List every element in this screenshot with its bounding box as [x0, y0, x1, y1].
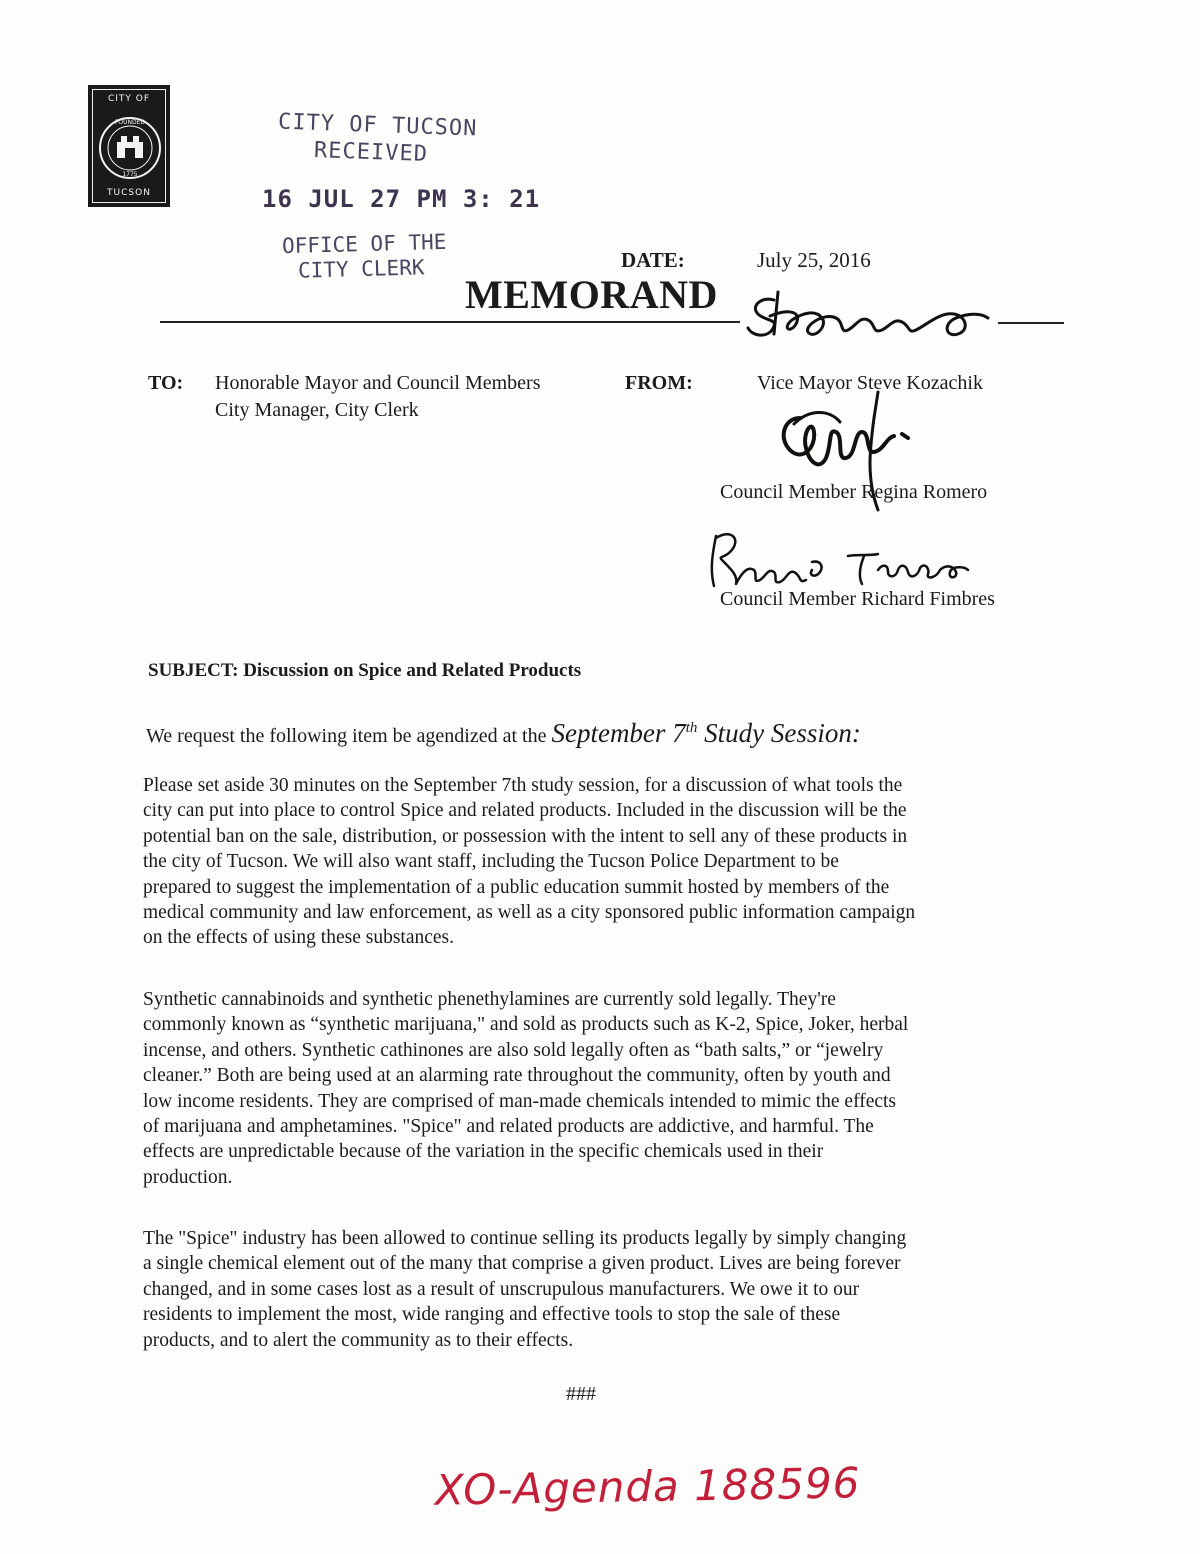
signature-kozachik — [744, 282, 994, 344]
city-seal — [88, 85, 170, 207]
seal-emblem-icon — [97, 108, 163, 188]
from-signer-romero: Council Member Regina Romero — [720, 481, 988, 503]
handwritten-agenda-note: XO-Agenda 188596 — [434, 1458, 861, 1515]
received-stamp-office: OFFICE OF THE — [281, 229, 447, 259]
paragraph-line: effects are unpredictable because of the variation in the specific chemicals used in their — [143, 1141, 824, 1163]
received-stamp-clerk: CITY CLERK — [297, 255, 425, 283]
to-recipient-1: Honorable Mayor and Council Members — [215, 372, 541, 394]
paragraph-line: prepared to suggest the implementation of a public education summit hosted by members of the — [143, 876, 890, 898]
paragraph-line: Please set aside 30 minutes on the September 7th study session, for a discussion of what tools the — [143, 775, 903, 796]
paragraph-line: low income residents. They are comprised of man-made chemicals intended to mimic the effects — [143, 1090, 897, 1112]
paragraph-line: commonly known as “synthetic marijuana," and sold as products such as K-2, Spice, Joker, herbal — [143, 1014, 909, 1036]
signature-fimbres — [702, 526, 972, 592]
request-prefix: We request the following item be agendized at the — [146, 725, 552, 747]
paragraph-line: incense, and others. Synthetic cathinones are also sold legally often as “bath salts,” or “jewelry — [143, 1039, 884, 1061]
date-label: DATE: — [621, 248, 685, 272]
request-line — [146, 718, 861, 749]
memo-title: MEMORAND — [465, 272, 718, 317]
svg-text:1775: 1775 — [122, 171, 138, 178]
received-stamp-city: CITY OF TUCSON — [277, 109, 478, 142]
paragraph-request-details — [143, 773, 1043, 951]
paragraph-line: the city of Tucson. We will also want staff, including the Tucson Police Department to be — [143, 851, 839, 873]
paragraph-line: products, and to alert the community as to their effects. — [143, 1329, 574, 1351]
from-signer-kozachik: Vice Mayor Steve Kozachik — [757, 372, 983, 394]
to-recipient-2: City Manager, City Clerk — [215, 399, 419, 421]
from-signer-fimbres: Council Member Richard Fimbres — [720, 588, 995, 610]
paragraph-line: city can put into place to control Spice and related products. Included in the discussion will be the — [143, 800, 907, 822]
paragraph-line: medical community and law enforcement, as well as a city sponsored public information campaign — [143, 902, 916, 924]
from-label: FROM: — [625, 372, 693, 394]
paragraph-background — [143, 987, 1043, 1190]
paragraph-line: The "Spice" industry has been allowed to continue selling its products legally by simply changing — [143, 1228, 907, 1249]
date-value: July 25, 2016 — [757, 248, 871, 272]
svg-text:FOUNDED: FOUNDED — [114, 119, 146, 126]
paragraph-line: cleaner.” Both are being used at an alarming rate throughout the community, often by youth and — [143, 1065, 891, 1087]
paragraph-line: a single chemical element out of the many that comprise a given product. Lives are being forever — [143, 1253, 901, 1275]
header-rule — [160, 321, 740, 323]
request-session-date: September 7th Study Session: — [551, 718, 861, 748]
paragraph-line: residents to implement the most, wide ranging and effective tools to stop the sale of these — [143, 1304, 841, 1326]
paragraph-line: production. — [143, 1166, 233, 1188]
paragraph-line: changed, and in some cases lost as a result of unscrupulous manufacturers. We owe it to our — [143, 1278, 860, 1300]
received-stamp-timestamp: 16 JUL 27 PM 3: 21 — [262, 185, 541, 213]
paragraph-line: potential ban on the sale, distribution, or possession with the intent to sell any of these products in — [143, 825, 908, 847]
received-stamp-received: RECEIVED — [313, 138, 429, 167]
seal-top-text: CITY OF — [107, 94, 151, 104]
end-mark: ### — [566, 1383, 596, 1405]
subject-line: SUBJECT: Discussion on Spice and Related Products — [148, 660, 582, 681]
seal-bottom-text: TUCSON — [107, 188, 151, 198]
paragraph-line: of marijuana and amphetamines. "Spice" and related products are addictive, and harmful. The — [143, 1116, 874, 1138]
header-rule-right — [998, 322, 1064, 324]
paragraph-conclusion — [143, 1226, 1043, 1353]
paragraph-line: Synthetic cannabinoids and synthetic phenethylamines are currently sold legally. They're — [143, 989, 836, 1010]
to-label: TO: — [148, 372, 184, 394]
paragraph-line: on the effects of using these substances. — [143, 927, 455, 949]
